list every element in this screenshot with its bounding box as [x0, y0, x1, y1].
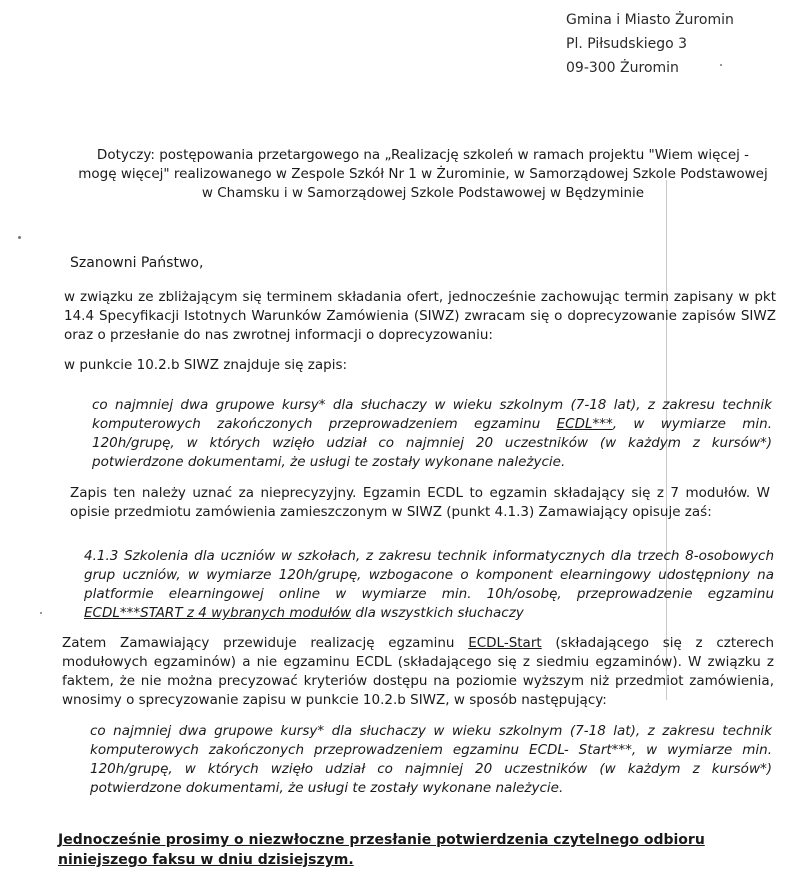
recipient-address — [566, 8, 734, 80]
paragraph-reference: w punkcie 10.2.b SIWZ znajduje się zapis: — [64, 357, 348, 373]
quote-proposed: co najmniej dwa grupowe kursy* dla słuchaczy w wieku szkolnym (7-18 lat), z zakresu technik komputerowych zakończonych przeprowadzeniem egzaminu ECDL- Start***, w wymiarze min. 120h/grupę, w których wzięło udział co najmniej 20 uczestników (w każdym z kursów*) potwierdzone dokumentami, że usługi te zostały wykonane należycie. — [90, 723, 772, 796]
paragraph-text: Zatem Zamawiający przewiduje realizację egzaminu — [62, 635, 469, 651]
greeting: Szanowni Państwo, — [70, 255, 204, 271]
paragraph-text: (składającego się z czterech modułowych egzaminów) a nie egzaminu ECDL (składającego się z siedmiu egzaminów). W związku z faktem, że nie można precyzować kryteriów dostępu na poziomie wyższym niż przedmiot zamówienia, wnosimy o sprecyzowanie zapisu w punkcie 10.2.b SIWZ, w sposób następujący: — [62, 635, 775, 708]
address-line: Gmina i Miasto Żuromin — [566, 12, 734, 28]
paragraph-intro: w związku ze zbliżającym się terminem składania ofert, jednocześnie zachowując termin zapisany w pkt 14.4 Specyfikacji Istotnych Warunków Zamówienia (SIWZ) zwracam się o doprecyzowanie zapisów SIWZ oraz o przesłanie do nas zwrotnej informacji o doprecyzowaniu: — [64, 289, 776, 343]
scan-speck — [18, 236, 21, 239]
subject-line: Dotyczy: postępowania przetargowego na „Realizację szkoleń w ramach projektu "Wiem więcej - mogę więcej" realizowanego w Zespole Szkół Nr 1 w Żurominie, w Samorządowej Szkole Podstawowej w Chamsku i w Samorządowej Szkole Podstawowej w Będzyminie — [78, 147, 768, 201]
address-line: 09-300 Żuromin — [566, 60, 679, 76]
paragraph-argument: Zapis ten należy uznać za nieprecyzyjny. Egzamin ECDL to egzamin składający się z 7 modułów. W opisie przedmiotu zamówienia zamieszczonym w SIWZ (punkt 4.1.3) Zamawiający opisuje zaś: — [70, 485, 770, 520]
quote-original — [92, 396, 772, 472]
scan-speck — [40, 612, 42, 614]
address-line: Pl. Piłsudskiego 3 — [566, 36, 688, 52]
quote-description — [84, 547, 774, 623]
quote-text: dla wszystkich słuchaczy — [351, 605, 524, 621]
quote-text: , w wymiarze min. 120h/grupę, w których wzięło udział co najmniej 20 uczestników (w każdym z kursów*) potwierdzone dokumentami, że usługi te zostały wykonane należycie. — [92, 416, 772, 470]
paragraph-term: ECDL-Start — [468, 635, 542, 651]
paragraph-request — [62, 634, 774, 710]
quote-text: co najmniej dwa grupowe kursy* dla słuchaczy w wieku szkolnym (7-18 lat), z zakresu technik komputerowych zakończonych przeprowadzeniem egzaminu — [92, 397, 772, 432]
quote-term: ECDL*** — [556, 416, 613, 432]
quote-text: 4.1.3 Szkolenia dla uczniów w szkołach, z zakresu technik informatycznych dla trzech 8-osobowych grup uczniów, w wymiarze 120h/grupę, wzbogacone o komponent elearningowy udostępniony na platformie elearningowej online w wymiarze min. 10h/osobę, przeprowadzenie egzaminu — [84, 548, 774, 602]
quote-term: ECDL***START z 4 wybranych modułów — [84, 605, 352, 621]
closing-request: Jednocześnie prosimy o niezwłoczne przesłanie potwierdzenia czytelnego odbioru niniejszego faksu w dniu dzisiejszym. — [58, 832, 705, 868]
